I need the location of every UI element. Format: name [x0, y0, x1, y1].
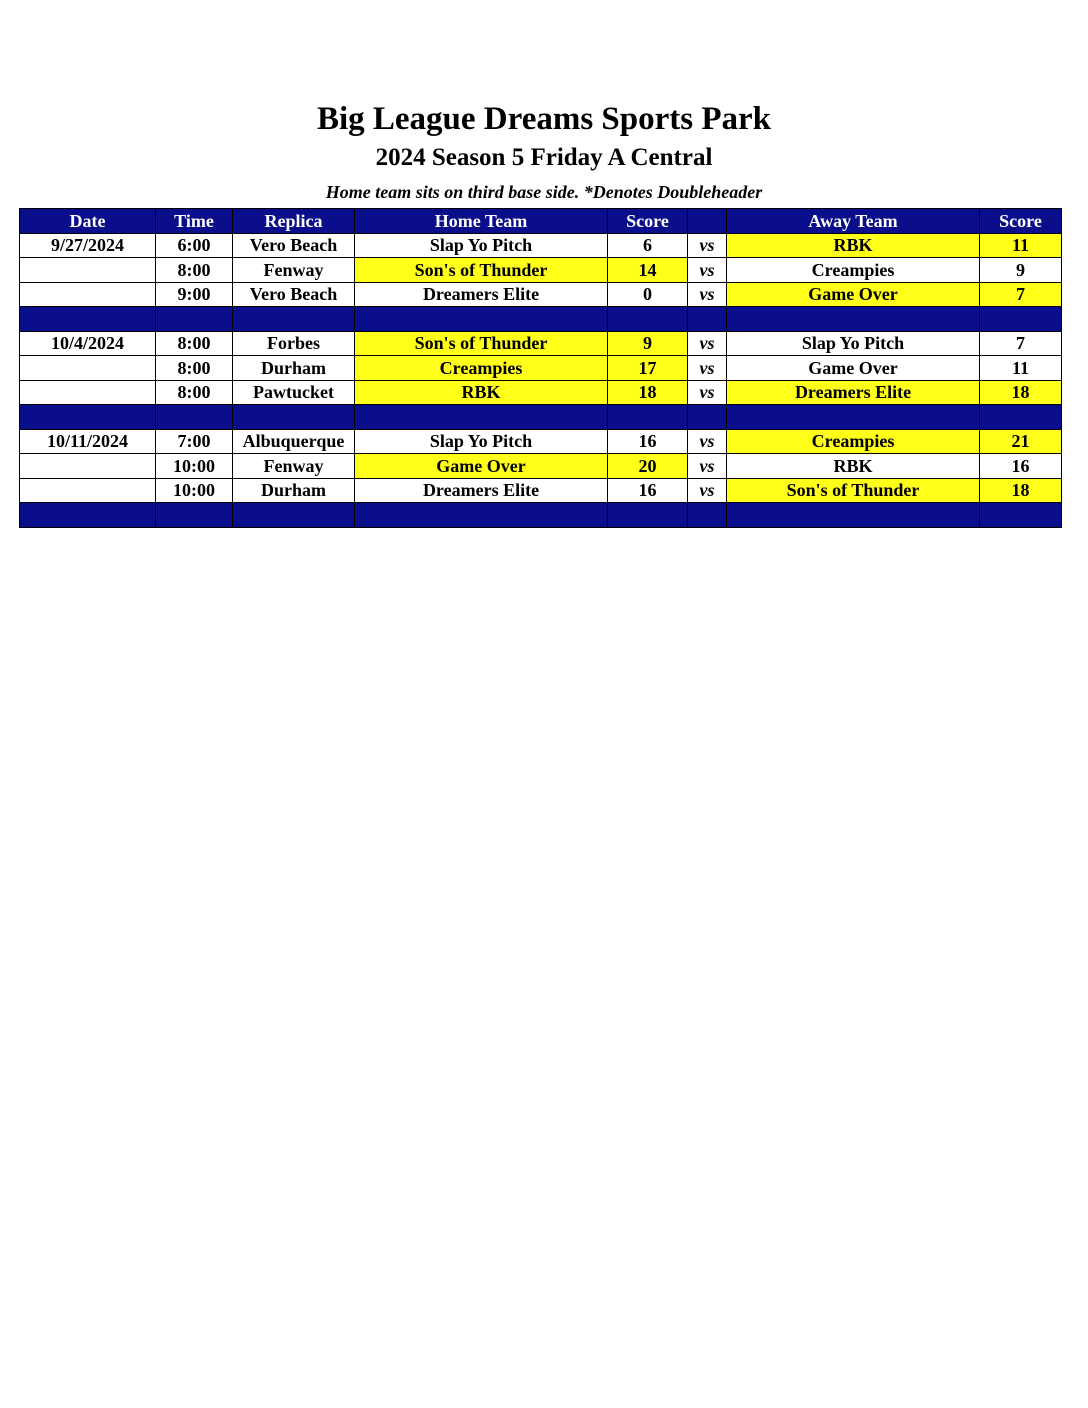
cell-date [20, 282, 156, 307]
cell-date [20, 356, 156, 381]
cell-home-team: Dreamers Elite [355, 478, 608, 503]
cell-home-team: Slap Yo Pitch [355, 233, 608, 258]
table-row [20, 282, 1062, 307]
cell-home-team: Son's of Thunder [355, 331, 608, 356]
cell-vs: vs [688, 429, 727, 454]
cell-away-score: 11 [980, 356, 1062, 381]
cell-date: 9/27/2024 [20, 233, 156, 258]
table-row [20, 356, 1062, 381]
cell-home-team: Slap Yo Pitch [355, 429, 608, 454]
cell-date [20, 478, 156, 503]
cell-time: 8:00 [156, 258, 233, 283]
table-row [20, 258, 1062, 283]
separator-row [20, 307, 1062, 332]
cell-time: 10:00 [156, 478, 233, 503]
cell-home-score: 16 [608, 429, 688, 454]
cell-away-score: 7 [980, 331, 1062, 356]
cell-vs: vs [688, 454, 727, 479]
cell-home-score: 6 [608, 233, 688, 258]
cell-away-team: Game Over [727, 282, 980, 307]
cell-date [20, 454, 156, 479]
cell-home-team: Creampies [355, 356, 608, 381]
table-row [20, 233, 1062, 258]
cell-vs: vs [688, 331, 727, 356]
cell-date [20, 380, 156, 405]
col-header-replica: Replica [233, 209, 355, 234]
table-row [20, 478, 1062, 503]
cell-away-score: 18 [980, 380, 1062, 405]
cell-time: 6:00 [156, 233, 233, 258]
cell-replica: Vero Beach [233, 233, 355, 258]
cell-time: 8:00 [156, 380, 233, 405]
schedule-table [19, 208, 1062, 528]
cell-replica: Forbes [233, 331, 355, 356]
table-row [20, 380, 1062, 405]
cell-replica: Durham [233, 356, 355, 381]
cell-date: 10/11/2024 [20, 429, 156, 454]
cell-home-score: 0 [608, 282, 688, 307]
cell-time: 7:00 [156, 429, 233, 454]
cell-away-team: RBK [727, 233, 980, 258]
cell-vs: vs [688, 233, 727, 258]
cell-vs: vs [688, 258, 727, 283]
cell-home-score: 18 [608, 380, 688, 405]
cell-vs: vs [688, 478, 727, 503]
page-subtitle: 2024 Season 5 Friday A Central [375, 144, 713, 171]
table-header-row [20, 209, 1062, 234]
cell-replica: Pawtucket [233, 380, 355, 405]
cell-home-score: 20 [608, 454, 688, 479]
cell-vs: vs [688, 356, 727, 381]
separator-row [20, 405, 1062, 430]
cell-time: 9:00 [156, 282, 233, 307]
cell-away-score: 21 [980, 429, 1062, 454]
cell-replica: Fenway [233, 258, 355, 283]
table-row [20, 454, 1062, 479]
col-header-date: Date [20, 209, 156, 234]
cell-away-team: Dreamers Elite [727, 380, 980, 405]
col-header-vs [688, 209, 727, 234]
cell-away-team: Son's of Thunder [727, 478, 980, 503]
cell-date [20, 258, 156, 283]
cell-away-score: 11 [980, 233, 1062, 258]
cell-home-score: 17 [608, 356, 688, 381]
cell-home-team: Game Over [355, 454, 608, 479]
cell-away-score: 16 [980, 454, 1062, 479]
col-header-away-score: Score [980, 209, 1062, 234]
cell-time: 8:00 [156, 331, 233, 356]
cell-replica: Fenway [233, 454, 355, 479]
cell-away-score: 9 [980, 258, 1062, 283]
table-row [20, 429, 1062, 454]
cell-home-score: 16 [608, 478, 688, 503]
cell-away-team: Slap Yo Pitch [727, 331, 980, 356]
cell-replica: Durham [233, 478, 355, 503]
col-header-time: Time [156, 209, 233, 234]
schedule-note: Home team sits on third base side. *Denotes Doubleheader [325, 182, 763, 202]
separator-row [20, 503, 1062, 528]
cell-time: 10:00 [156, 454, 233, 479]
col-header-home-score: Score [608, 209, 688, 234]
cell-away-team: Game Over [727, 356, 980, 381]
cell-away-team: Creampies [727, 429, 980, 454]
cell-vs: vs [688, 282, 727, 307]
cell-away-team: RBK [727, 454, 980, 479]
cell-replica: Albuquerque [233, 429, 355, 454]
cell-time: 8:00 [156, 356, 233, 381]
cell-home-team: RBK [355, 380, 608, 405]
cell-home-team: Dreamers Elite [355, 282, 608, 307]
col-header-home-team: Home Team [355, 209, 608, 234]
cell-home-score: 14 [608, 258, 688, 283]
cell-away-team: Creampies [727, 258, 980, 283]
col-header-away-team: Away Team [727, 209, 980, 234]
cell-replica: Vero Beach [233, 282, 355, 307]
table-row [20, 331, 1062, 356]
cell-vs: vs [688, 380, 727, 405]
cell-home-score: 9 [608, 331, 688, 356]
cell-home-team: Son's of Thunder [355, 258, 608, 283]
cell-away-score: 7 [980, 282, 1062, 307]
cell-away-score: 18 [980, 478, 1062, 503]
cell-date: 10/4/2024 [20, 331, 156, 356]
page-title: Big League Dreams Sports Park [316, 101, 772, 137]
